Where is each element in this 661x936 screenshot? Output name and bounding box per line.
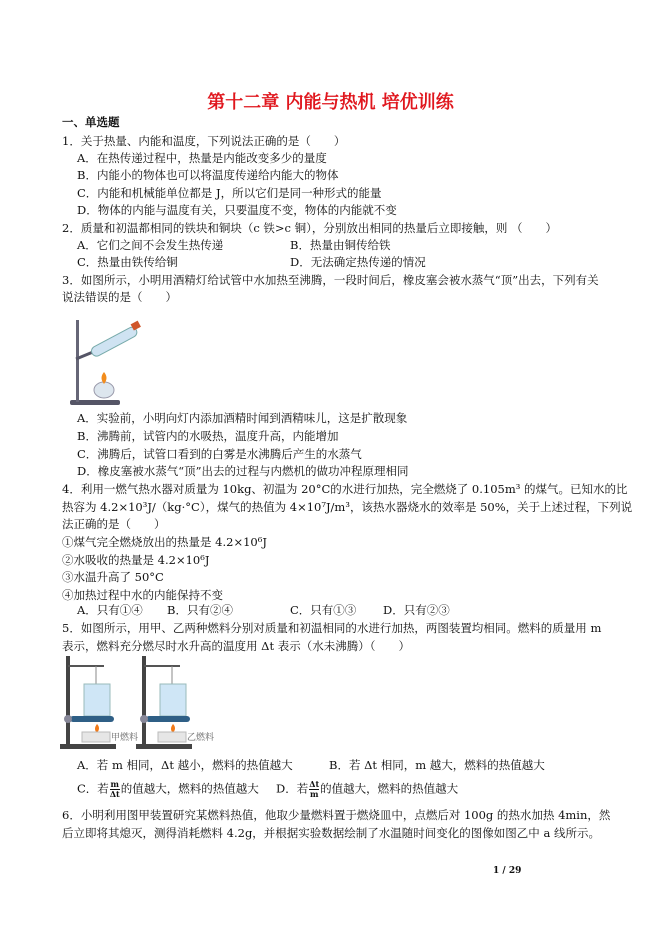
q1-option-a: A．在热传递过程中，热量是内能改变多少的量度 — [77, 151, 327, 165]
fraction-denominator: m — [309, 789, 319, 799]
q3-option-a: A．实验前，小明向灯内添加酒精时闻到酒精味儿，这是扩散现象 — [77, 411, 408, 425]
q1-stem: 1．关于热量、内能和温度，下列说法正确的是（ ） — [62, 134, 346, 148]
q5-option-c — [77, 780, 259, 799]
q4-stem-line3: 法正确的是（ ） — [62, 517, 166, 531]
q4-statement-1: ①煤气完全燃烧放出的热量是 4.2×10⁶J — [62, 535, 267, 549]
q5-option-d-prefix: D．若 — [276, 781, 309, 796]
document-title: 第十二章 内能与热机 培优训练 — [207, 92, 454, 113]
q2-stem: 2．质量和初温都相同的铁块和铜块（c 铁>c 铜），分别放出相同的热量后立即接触，则 （ ） — [62, 221, 558, 235]
q5-option-c-suffix: 的值越大，燃料的热值越大 — [120, 781, 259, 796]
q3-option-d: D．橡皮塞被水蒸气“顶”出去的过程与内燃机的做功冲程原理相同 — [77, 464, 409, 478]
q2-option-c: C．热量由铁传给铜 — [77, 255, 178, 269]
q1-option-c: C．内能和机械能单位都是 J，所以它们是同一种形式的能量 — [77, 186, 382, 200]
q3-stem-line1: 3．如图所示，小明用酒精灯给试管中水加热至沸腾，一段时间后，橡皮塞会被水蒸气“顶”出去，下列有关 — [62, 273, 599, 287]
q6-stem-line2: 后立即将其熄灭，测得消耗燃料 4.2g，并根据实验数据绘制了水温随时间变化的图像如图乙中 a 线所示。 — [62, 826, 600, 840]
fraction-denominator: Δt — [109, 789, 120, 799]
q3-option-c: C．沸腾后，试管口看到的白雾是水沸腾后产生的水蒸气 — [77, 447, 362, 461]
section-heading: 一、单选题 — [62, 115, 120, 129]
q4-option-d: D．只有②③ — [383, 603, 450, 617]
fraction-numerator: m — [110, 779, 119, 789]
q5-heating-figure — [58, 656, 218, 752]
fraction-m-over-dt — [110, 780, 120, 799]
q4-option-b: B．只有②④ — [167, 603, 233, 617]
q4-option-a: A．只有①④ — [77, 603, 143, 617]
q4-statement-4: ④加热过程中水的内能保持不变 — [62, 588, 223, 602]
q3-stem-line2: 说法错误的是（ ） — [62, 290, 177, 304]
q2-option-b: B．热量由铜传给铁 — [290, 238, 391, 252]
q4-statement-3: ③水温升高了 50°C — [62, 570, 164, 584]
q1-option-b: B．内能小的物体也可以将温度传递给内能大的物体 — [77, 168, 339, 182]
q5-option-a: A．若 m 相同，Δt 越小，燃料的热值越大 — [77, 758, 293, 772]
q5-option-d — [276, 780, 458, 799]
q5-option-d-suffix: 的值越大，燃料的热值越大 — [320, 781, 459, 796]
fuel-jia-label: 甲燃料 — [111, 733, 139, 743]
q3-test-tube-figure — [62, 314, 152, 406]
q5-option-b: B．若 Δt 相同，m 越大，燃料的热值越大 — [329, 758, 545, 772]
q5-option-c-prefix: C．若 — [77, 781, 109, 796]
q3-option-b: B．沸腾前，试管内的水吸热，温度升高，内能增加 — [77, 429, 339, 443]
apparatus-yi — [136, 656, 214, 749]
q4-stem-line2: 热容为 4.2×10³J/（kg·°C），煤气的热值为 4×10⁷J/m³，该热水器烧水的效率是 50%，关于上述过程，下列说 — [62, 500, 633, 514]
fraction-dt-over-m — [309, 780, 319, 799]
fraction-numerator: Δt — [309, 779, 320, 789]
page-number: 1 / 29 — [493, 866, 522, 876]
q4-statement-2: ②水吸收的热量是 4.2×10⁶J — [62, 553, 210, 567]
q2-option-a: A．它们之间不会发生热传递 — [77, 238, 224, 252]
q5-stem-line1: 5．如图所示，用甲、乙两种燃料分别对质量和初温相同的水进行加热，两图装置均相同。燃料的质量用 m — [62, 621, 602, 635]
apparatus-jia — [60, 656, 138, 749]
q2-option-d: D．无法确定热传递的情况 — [290, 255, 426, 269]
q5-stem-line2: 表示，燃料充分燃尽时水升高的温度用 Δt 表示（水未沸腾）（ ） — [62, 639, 410, 653]
q4-stem-line1: 4．利用一燃气热水器对质量为 10kg、初温为 20°C的水进行加热，完全燃烧了 0.105m³ 的煤气。已知水的比 — [62, 482, 628, 496]
q1-option-d: D．物体的内能与温度有关，只要温度不变，物体的内能就不变 — [77, 203, 397, 217]
q6-stem-line1: 6．小明利用图甲装置研究某燃料热值，他取少量燃料置于燃烧皿中，点燃后对 100g 的热水加热 4min，然 — [62, 808, 611, 822]
fuel-yi-label: 乙燃料 — [187, 733, 215, 743]
q4-option-c: C．只有①③ — [290, 603, 357, 617]
